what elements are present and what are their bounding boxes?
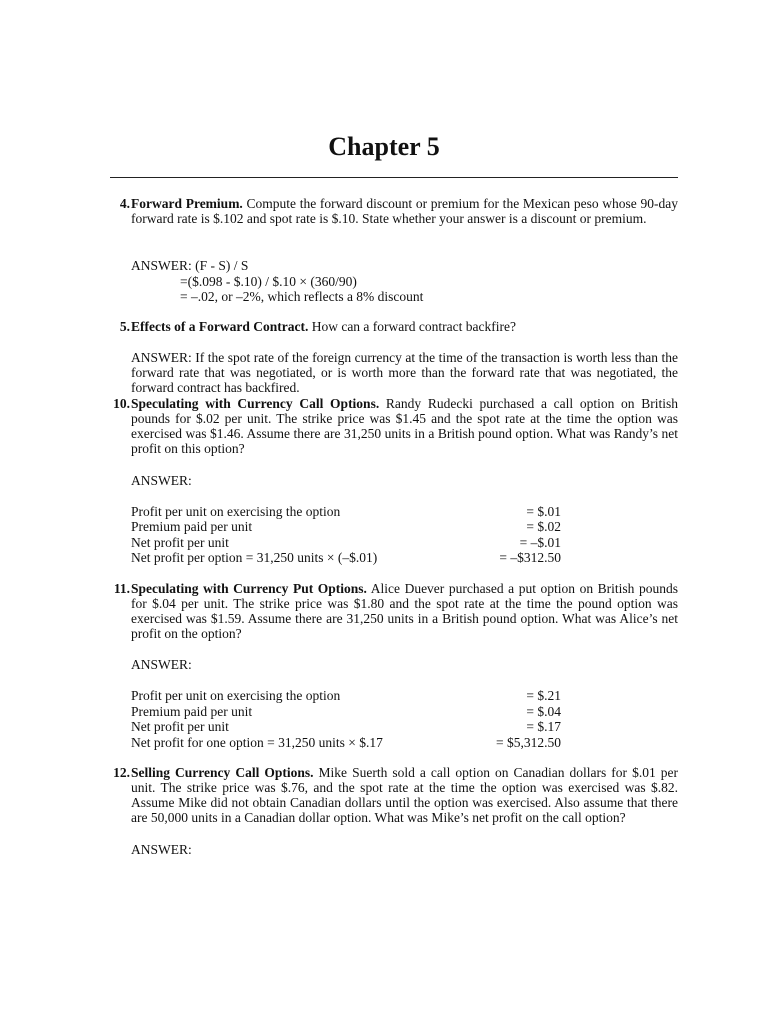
question-body: Alice Duever purchased a put option on British pounds for $.04 per unit. The strike price was $1.80 and the spot rate at the time the pound option was exercised was $1.59. Assume there are 31,250 units in a British pound option. What was Alice’s net profit on the option? bbox=[131, 581, 679, 641]
question-text bbox=[131, 196, 678, 226]
question-text bbox=[131, 581, 678, 641]
question-text bbox=[131, 765, 678, 825]
question-heading: Speculating with Currency Call Options. bbox=[131, 396, 380, 411]
calc-label: Premium paid per unit bbox=[131, 519, 253, 534]
question-body: How can a forward contract backfire? bbox=[308, 319, 516, 334]
question-12 bbox=[108, 765, 678, 825]
question-number: 11. bbox=[113, 581, 130, 596]
calc-value: = $5,312.50 bbox=[496, 735, 561, 750]
calc-value: = $.21 bbox=[526, 688, 561, 703]
question-text bbox=[131, 396, 678, 456]
question-10 bbox=[108, 396, 678, 456]
question-11 bbox=[108, 581, 678, 641]
calc-value: = –$312.50 bbox=[499, 550, 561, 565]
calc-label: Net profit per unit bbox=[131, 719, 229, 734]
calc-value: = –$.01 bbox=[519, 535, 561, 550]
question-heading: Speculating with Currency Put Options. bbox=[131, 581, 367, 596]
calc-value: = $.04 bbox=[526, 704, 561, 719]
question-number: 4. bbox=[119, 196, 130, 211]
question-number: 5. bbox=[119, 319, 130, 334]
answer-line: =($.098 - $.10) / $.10 × (360/90) bbox=[180, 274, 357, 289]
answer-label: ANSWER: bbox=[131, 842, 192, 857]
question-heading: Selling Currency Call Options. bbox=[131, 765, 314, 780]
answer-line: ANSWER: (F - S) / S bbox=[131, 258, 249, 273]
answer-label: ANSWER: bbox=[131, 473, 192, 488]
question-number: 10. bbox=[113, 396, 130, 411]
page-title: Chapter 5 bbox=[328, 132, 440, 161]
answer-line: = –.02, or –2%, which reflects a 8% discount bbox=[180, 289, 424, 304]
question-heading: Effects of a Forward Contract. bbox=[131, 319, 309, 334]
calc-label: Net profit for one option = 31,250 units × $.17 bbox=[131, 735, 383, 750]
question-number: 12. bbox=[113, 765, 130, 780]
question-body: Randy Rudecki purchased a call option on British pounds for $.02 per unit. The strike price was $1.45 and the spot rate at the time the option was exercised was $1.46. Assume there are 31,250 units in a British pound option. What was Randy’s net profit on this option? bbox=[131, 396, 678, 456]
question-text bbox=[131, 319, 678, 334]
question-body: Compute the forward discount or premium for the Mexican peso whose 90-day forward rate is $.102 and spot rate is $.10. State whether your answer is a discount or premium. bbox=[131, 196, 678, 226]
calc-label: Premium paid per unit bbox=[131, 704, 253, 719]
title-divider bbox=[110, 177, 678, 178]
calc-label: Net profit per option = 31,250 units × (–$.01) bbox=[131, 550, 378, 565]
calc-label: Net profit per unit bbox=[131, 535, 229, 550]
answer-paragraph: ANSWER: If the spot rate of the foreign currency at the time of the transaction is worth less than the forward rate that was negotiated, or is worth more than the forward rate that was negotiated, the forward contract has backfired. bbox=[131, 350, 678, 395]
calc-value: = $.01 bbox=[526, 504, 561, 519]
question-heading: Forward Premium. bbox=[131, 196, 243, 211]
question-4 bbox=[108, 196, 678, 226]
answer-label: ANSWER: bbox=[131, 657, 192, 672]
calc-value: = $.02 bbox=[526, 519, 561, 534]
question-body: Mike Suerth sold a call option on Canadian dollars for $.01 per unit. The strike price was $.76, and the spot rate at the time the option was exercised was $.82. Assume Mike did not obtain Canadian dollars until the option was exercised. Also assume that there are 50,000 units in a Canadian dollar option. What was Mike’s net profit on the call option? bbox=[131, 765, 678, 825]
calc-label: Profit per unit on exercising the option bbox=[131, 504, 341, 519]
question-5 bbox=[108, 319, 678, 334]
calc-label: Profit per unit on exercising the option bbox=[131, 688, 341, 703]
calc-value: = $.17 bbox=[526, 719, 561, 734]
